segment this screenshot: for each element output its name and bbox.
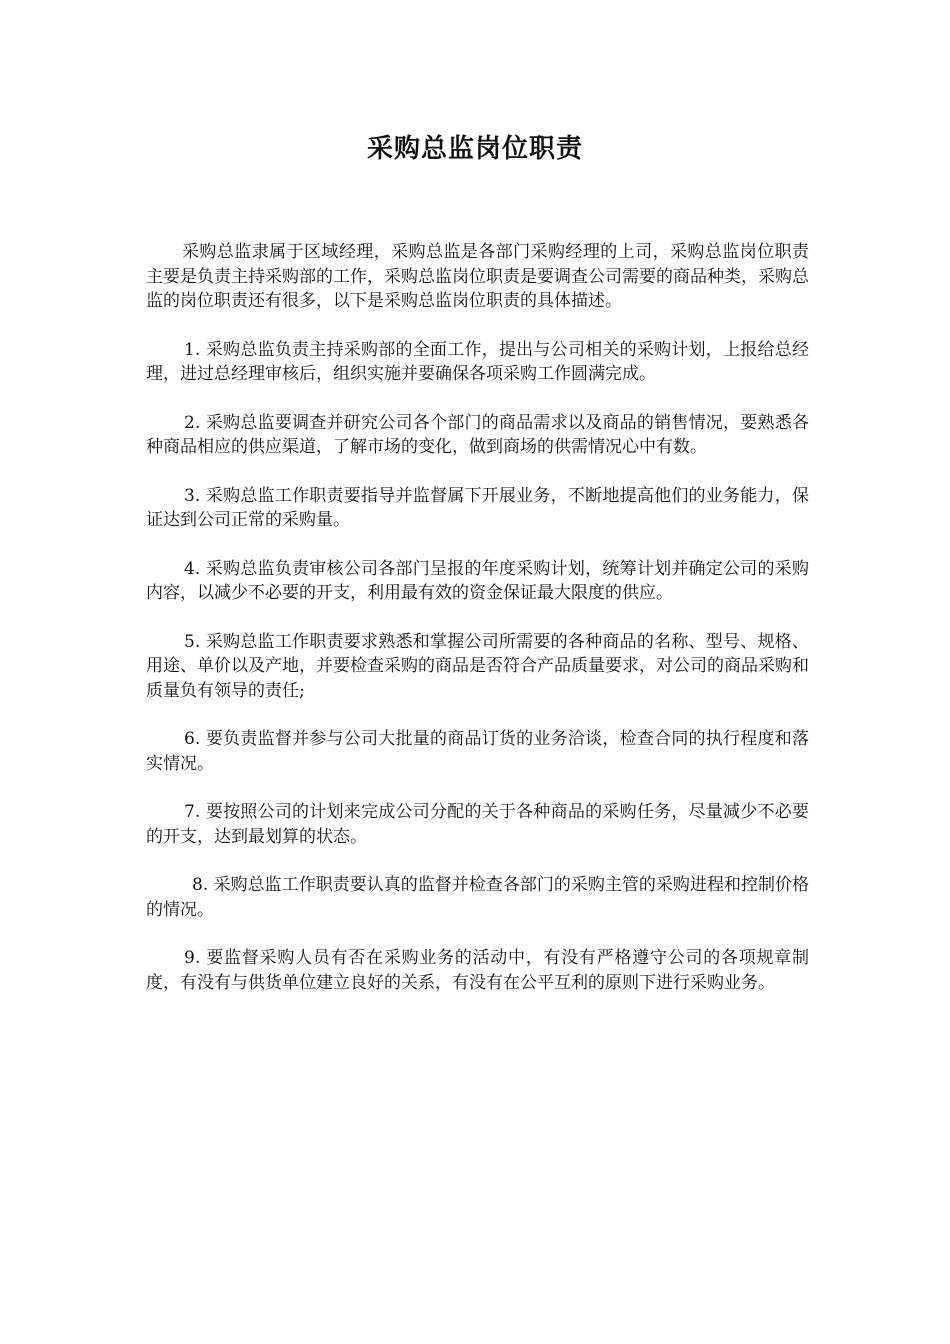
intro-paragraph: 采购总监隶属于区域经理，采购总监是各部门采购经理的上司，采购总监岗位职责主要是负责主持采购部的工作，采购总监岗位职责是要调查公司需要的商品种类，采购总监的岗位职责还有很多，以下是采购总监岗位职责的具体描述。 [146, 242, 809, 311]
duty-item-3: 3. 采购总监工作职责要指导并监督属下开展业务，不断地提高他们的业务能力，保证达到公司正常的采购量。 [146, 485, 809, 530]
document-title: 采购总监岗位职责 [366, 134, 583, 164]
duty-item-9: 9. 要监督采购人员有否在采购业务的活动中，有没有严格遵守公司的各项规章制度，有没有与供货单位建立良好的关系，有没有在公平互利的原则下进行采购业务。 [146, 948, 809, 993]
duty-item-7: 7. 要按照公司的计划来完成公司分配的关于各种商品的采购任务，尽量减少不必要的开支，达到最划算的状态。 [146, 802, 809, 847]
duty-item-1: 1. 采购总监负责主持采购部的全面工作，提出与公司相关的采购计划，上报给总经理，进过总经理审核后，组织实施并要确保各项采购工作圆满完成。 [146, 339, 809, 384]
duty-item-8: 8. 采购总监工作职责要认真的监督并检查各部门的采购主管的采购进程和控制价格的情况。 [146, 875, 809, 920]
duty-item-2: 2. 采购总监要调查并研究公司各个部门的商品需求以及商品的销售情况，要熟悉各种商品相应的供应渠道，了解市场的变化，做到商场的供需情况心中有数。 [146, 412, 809, 457]
document-body [146, 240, 809, 1019]
duty-item-6: 6. 要负责监督并参与公司大批量的商品订货的业务洽谈，检查合同的执行程度和落实情况。 [146, 729, 809, 774]
duty-item-5: 5. 采购总监工作职责要求熟悉和掌握公司所需要的各种商品的名称、型号、规格、用途、单价以及产地，并要检查采购的商品是否符合产品质量要求，对公司的商品采购和质量负有领导的责任; [146, 631, 809, 701]
duty-item-4: 4. 采购总监负责审核公司各部门呈报的年度采购计划，统筹计划并确定公司的采购内容，以减少不必要的开支，利用最有效的资金保证最大限度的供应。 [146, 558, 809, 603]
